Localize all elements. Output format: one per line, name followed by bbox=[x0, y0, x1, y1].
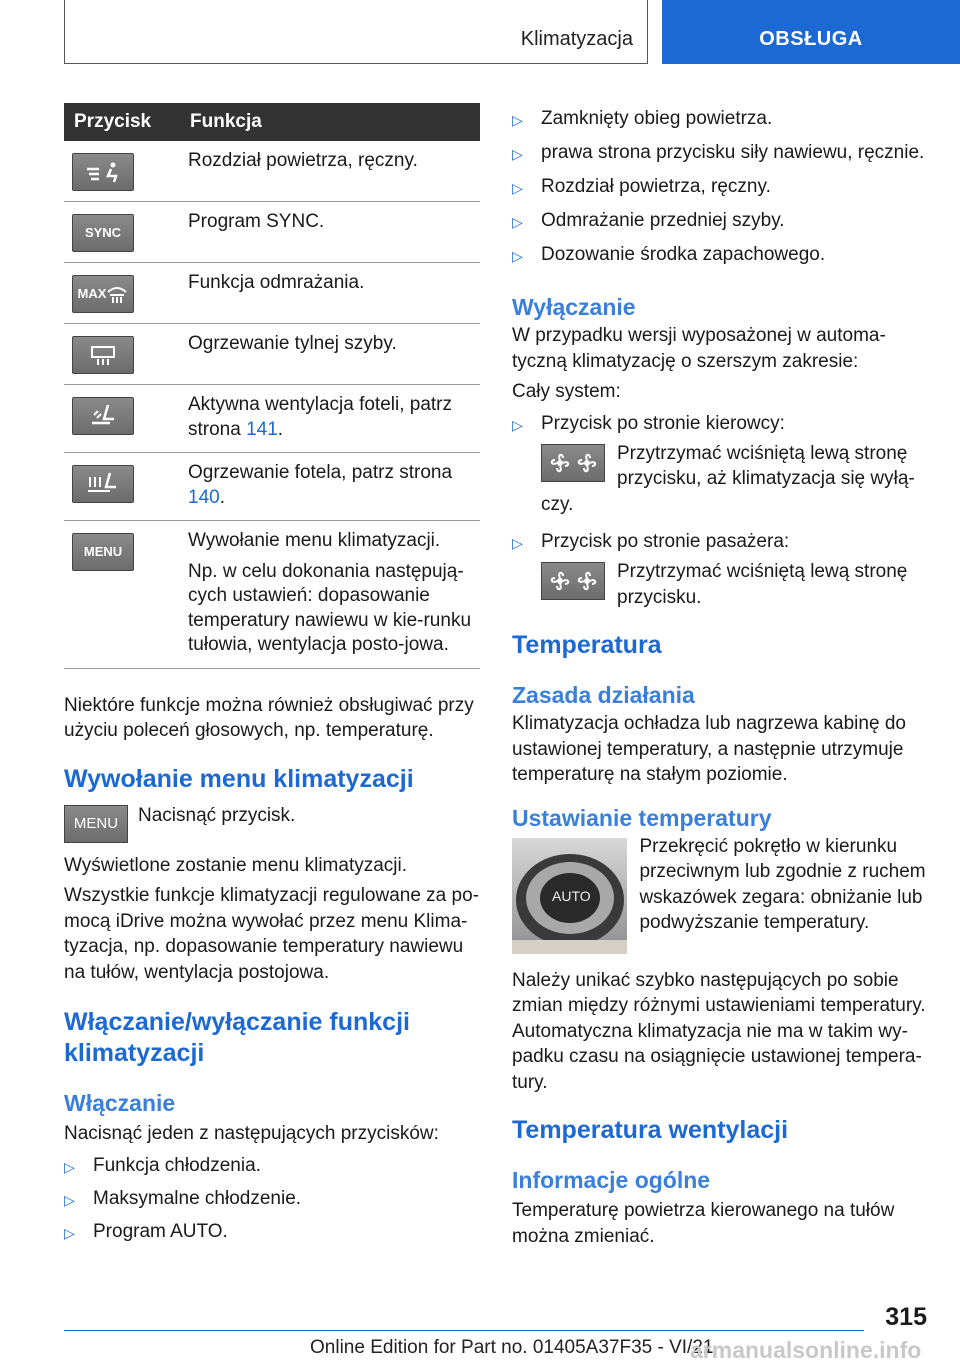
right-column bbox=[512, 103, 932, 1249]
principle-text: Klimatyzacja ochładza lub nagrzewa kabinę do ustawionej temperatury, a następnie utrzymuje temperaturę na stałym poziomie. bbox=[512, 713, 906, 785]
list-item: ▷ Program AUTO. bbox=[64, 1220, 228, 1242]
rear-window-heating-icon bbox=[72, 336, 134, 374]
heading-onoff: Włączanie/wyłączanie funkcji klimatyzacji bbox=[64, 1008, 410, 1067]
fan-off-icon bbox=[541, 444, 605, 482]
section-title: OBSŁUGA bbox=[759, 28, 863, 50]
list-item: ▷ Dozowanie środka zapachowego. bbox=[512, 244, 826, 265]
table-cell-function: Wywołanie menu klimatyzacji. Np. w celu dokonania następują-cych ustawień: dopasowanie temperatury nawiewu w kie-runku tułowia, wentylacja posto-jowa. bbox=[180, 521, 480, 669]
driver-hold-text: Przytrzymać wciśniętą lewą stronę przycisku, aż klimatyzacja się wyłą- bbox=[617, 442, 915, 489]
avoid-text: Należy unikać szybko następujących po sobie zmian między różnymi ustawieniami temperatury. Automatyczna klimatyzacja nie ma w takim wy-padku czasu na osiągnięcie ustawionej tempera-tury. bbox=[512, 969, 926, 1093]
passenger-hold-text: Przytrzymać wciśniętą lewą stronę przycisku. bbox=[617, 561, 908, 608]
heading-general: Informacje ogólne bbox=[512, 1167, 711, 1193]
heading-vent-temperature: Temperatura wentylacji bbox=[512, 1116, 789, 1144]
list-item: ▷ Przycisk po stronie kierowcy: bbox=[512, 412, 785, 434]
watermark: armanualsonline.info bbox=[690, 1337, 922, 1363]
table-row bbox=[64, 324, 480, 385]
footer-edition: Online Edition for Part no. 01405A37F35 - VI/21 bbox=[310, 1337, 714, 1358]
set-text: Przekręcić pokrętło w kierunku przeciwnym lub zgodnie z ruchem wskazówek zegara: obniżanie lub podwyższanie temperatury. bbox=[639, 835, 926, 933]
temperature-knob-image bbox=[512, 838, 627, 954]
whole-system-text: Cały system: bbox=[512, 381, 621, 402]
table-cell-function: Ogrzewanie fotela, patrz strona 140. bbox=[180, 453, 480, 521]
list-item: ▷ Przycisk po stronie pasażera: bbox=[512, 531, 790, 552]
list-item: ▷ prawa strona przycisku siły nawiewu, ręcznie. bbox=[512, 142, 925, 163]
table-cell-function: Aktywna wentylacja foteli, patrz strona 141. bbox=[180, 385, 480, 453]
button-function-table bbox=[64, 103, 480, 669]
page-link[interactable]: 141 bbox=[246, 418, 278, 440]
header-chapter-box bbox=[64, 0, 648, 64]
max-label: MAX bbox=[77, 285, 107, 301]
off-text: W przypadku wersji wyposażonej w automa-tyczną klimatyzację o szerszym zakresie: bbox=[512, 325, 886, 372]
fan-off-icon bbox=[541, 562, 605, 600]
chapter-title: Klimatyzacja bbox=[520, 28, 633, 50]
header-section-box bbox=[662, 0, 960, 64]
seat-ventilation-icon bbox=[72, 397, 134, 435]
heading-temperature: Temperatura bbox=[512, 631, 662, 659]
auto-label: AUTO bbox=[552, 887, 591, 904]
intro-text: Niektóre funkcje można również obsługiwać przy użyciu poleceń głosowych, np. temperaturę. bbox=[64, 694, 474, 741]
general-text: Temperaturę powietrza kierowanego na tułów można zmieniać. bbox=[512, 1200, 895, 1247]
table-cell-function: Program SYNC. bbox=[180, 202, 480, 263]
table-row bbox=[64, 141, 480, 202]
menu-icon: MENU bbox=[72, 533, 134, 571]
menu-icon: MENU bbox=[64, 805, 128, 843]
table-row bbox=[64, 202, 480, 263]
seat-heating-icon bbox=[72, 465, 134, 503]
page-link[interactable]: 140 bbox=[188, 486, 220, 508]
menu-press-text: Nacisnąć przycisk. bbox=[138, 804, 296, 826]
list-item: ▷ Funkcja chłodzenia. bbox=[64, 1154, 261, 1176]
table-row bbox=[64, 263, 480, 324]
list-item: ▷ Rozdział powietrza, ręczny. bbox=[512, 176, 771, 197]
heading-set-temperature: Ustawianie temperatury bbox=[512, 804, 772, 831]
table-header-button: Przycisk bbox=[64, 103, 180, 141]
heading-principle: Zasada działania bbox=[512, 682, 695, 708]
heading-menu: Wywołanie menu klimatyzacji bbox=[64, 764, 414, 793]
heading-on: Włączanie bbox=[64, 1090, 176, 1116]
left-column bbox=[64, 103, 480, 1246]
table-row bbox=[64, 521, 480, 669]
menu-all-text: Wszystkie funkcje klimatyzacji regulowane za po-mocą iDrive można wywołać przez menu Klima-tyzacja, np. dopasowanie temperatury nawiewu na tułów, wentylacja postojowa. bbox=[64, 885, 479, 983]
footer-divider bbox=[64, 1330, 864, 1331]
sync-icon: SYNC bbox=[72, 214, 134, 252]
on-text: Nacisnąć jeden z następujących przycisków: bbox=[64, 1123, 439, 1144]
table-cell-function: Rozdział powietrza, ręczny. bbox=[180, 141, 480, 202]
table-cell-function: Ogrzewanie tylnej szyby. bbox=[180, 324, 480, 385]
list-item: ▷ Odmrażanie przedniej szyby. bbox=[512, 210, 785, 231]
list-item: ▷ Maksymalne chłodzenie. bbox=[64, 1187, 302, 1209]
table-row bbox=[64, 453, 480, 521]
page-number: 315 bbox=[885, 1303, 927, 1331]
air-distribution-icon bbox=[72, 153, 134, 191]
list-item: ▷ Zamknięty obieg powietrza. bbox=[512, 108, 773, 129]
menu-shown-text: Wyświetlone zostanie menu klimatyzacji. bbox=[64, 854, 408, 876]
table-cell-function: Funkcja odmrażania. bbox=[180, 263, 480, 324]
heading-off: Wyłączanie bbox=[512, 294, 636, 320]
max-defrost-icon bbox=[72, 275, 134, 313]
driver-hold-end: czy. bbox=[541, 493, 574, 515]
table-header-function: Funkcja bbox=[180, 103, 480, 141]
table-row bbox=[64, 385, 480, 453]
